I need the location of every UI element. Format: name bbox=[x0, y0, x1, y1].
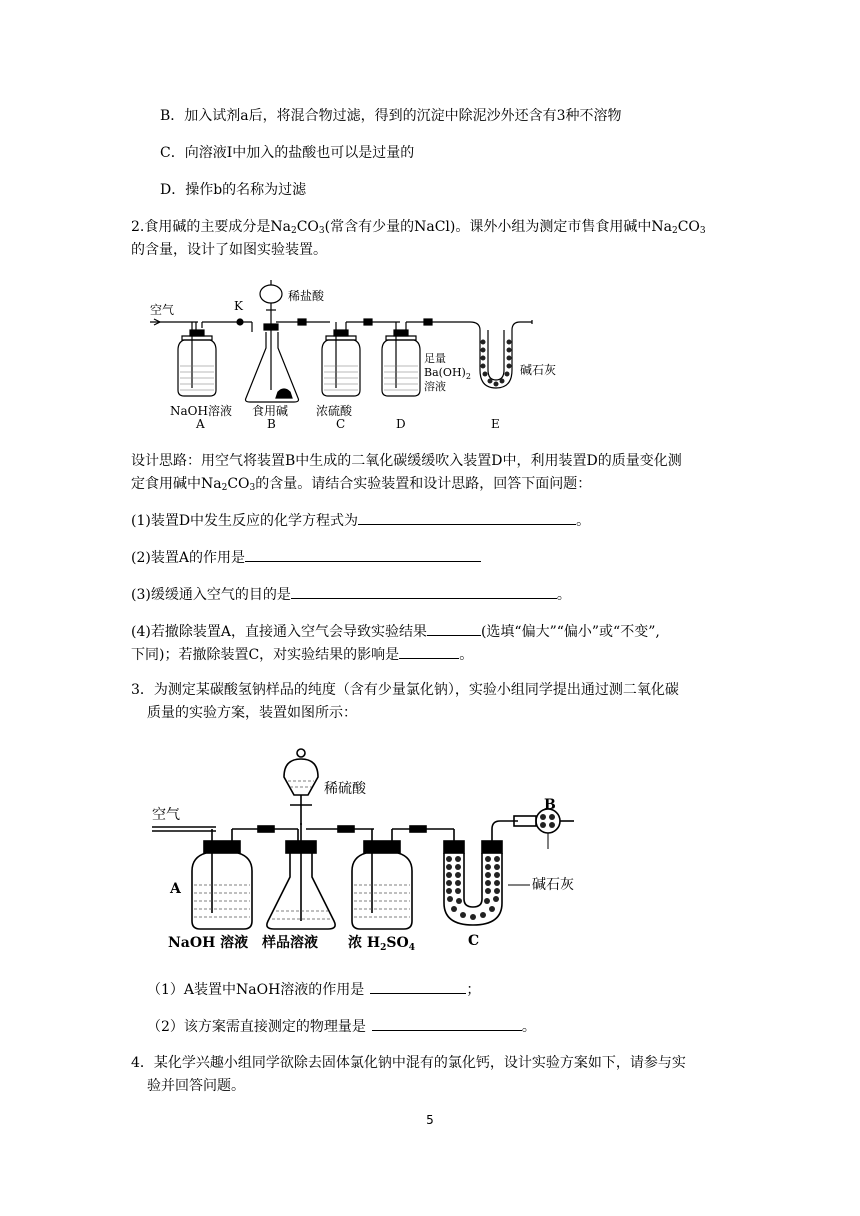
apparatus-figure-1 bbox=[140, 270, 560, 430]
fig1-acid-label: 稀盐酸 bbox=[288, 289, 325, 303]
fig1-label-a: NaOH溶液 bbox=[170, 404, 232, 418]
answer-blank-7[interactable] bbox=[372, 1016, 522, 1031]
fig1-d-note3: 溶液 bbox=[424, 380, 446, 393]
q2-intro-line2: 的含量，设计了如图实验装置。 bbox=[131, 242, 327, 258]
option-d: D．操作b的名称为过滤 bbox=[160, 182, 307, 198]
fig1-letter-e: E bbox=[491, 417, 500, 430]
fig2-letter-b: B bbox=[544, 797, 556, 813]
q2-sub4: (4)若撤除装置A，直接通入空气会导致实验结果 (选填“偏大”“偏小”或“不变”, bbox=[131, 621, 660, 642]
fig1-letter-a: A bbox=[196, 417, 205, 430]
q2-sub1: (1)装置D中发生反应的化学方程式为 。 bbox=[131, 510, 590, 531]
answer-blank-1[interactable] bbox=[358, 510, 576, 525]
fig1-letter-b: B bbox=[267, 417, 276, 430]
fig2-air-label: 空气 bbox=[152, 807, 180, 823]
option-c: C．向溶液Ⅰ中加入的盐酸也可以是过量的 bbox=[160, 145, 415, 161]
fig2-acid-label: 稀硫酸 bbox=[324, 781, 366, 797]
q2-intro: 2.食用碱的主要成分是$Na_2CO_3$(常含有少量的NaCl)。课外小组为测定市售食用碱中$Na_2CO_3$ bbox=[131, 219, 706, 236]
fig1-k-label: K bbox=[234, 299, 243, 313]
q3-sub1: （1）A装置中NaOH溶液的作用是 ； bbox=[147, 979, 480, 1000]
fig1-label-c: 浓硫酸 bbox=[316, 404, 353, 418]
answer-blank-4[interactable] bbox=[427, 621, 481, 636]
fig1-air-label: 空气 bbox=[150, 303, 175, 317]
fig1-lime-label: 碱石灰 bbox=[520, 363, 557, 377]
q2-sub2: (2)装置A的作用是 bbox=[131, 547, 481, 568]
q4-line2: 验并回答问题。 bbox=[147, 1078, 245, 1094]
q2-sub4-line2: 下同)；若撤除装置C，对实验结果的影响是 。 bbox=[131, 644, 473, 665]
answer-blank-5[interactable] bbox=[399, 644, 459, 659]
fig2-letter-a: A bbox=[170, 881, 181, 897]
q4-line1: 4．某化学兴趣小组同学欲除去固体氯化钠中混有的氯化钙，设计实验方案如下，请参与实 bbox=[131, 1055, 686, 1071]
answer-blank-6[interactable] bbox=[370, 979, 466, 994]
fig2-label-c: 浓 $H_2SO_4$ bbox=[348, 935, 415, 953]
q2-design-line2: 定食用碱中$Na_2CO_3$的含量。请结合实验装置和设计思路，回答下面问题： bbox=[131, 476, 592, 493]
q2-sub3: (3)缓缓通入空气的目的是 。 bbox=[131, 584, 571, 605]
fig1-letter-d: D bbox=[396, 417, 406, 430]
fig1-d-note2: $Ba(OH)_2$ bbox=[424, 366, 471, 381]
q3-sub2: （2）该方案需直接测定的物理量是 。 bbox=[147, 1016, 536, 1037]
fig1-d-note1: 足量 bbox=[424, 352, 446, 365]
fig1-letter-c: C bbox=[336, 417, 346, 430]
fig2-label-b: 样品溶液 bbox=[262, 935, 318, 951]
option-b: B．加入试剂a后，将混合物过滤，得到的沉淀中除泥沙外还含有3种不溶物 bbox=[160, 108, 622, 124]
fig2-letter-c: C bbox=[468, 933, 480, 949]
fig2-lime-label: 碱石灰 bbox=[532, 877, 574, 893]
fig2-label-a: NaOH 溶液 bbox=[168, 935, 249, 951]
answer-blank-2[interactable] bbox=[245, 547, 481, 562]
answer-blank-3[interactable] bbox=[291, 584, 557, 599]
q2-design-line1: 设计思路：用空气将装置B中生成的二氧化碳缓缓吹入装置D中，利用装置D的质量变化测 bbox=[131, 453, 682, 469]
q3-line1: 3．为测定某碳酸氢钠样品的纯度（含有少量氯化钠），实验小组同学提出通过测二氧化碳 bbox=[131, 682, 679, 698]
fig1-label-b: 食用碱 bbox=[252, 404, 289, 418]
apparatus-figure-2 bbox=[148, 745, 598, 955]
q3-line2: 质量的实验方案，装置如图所示： bbox=[147, 705, 357, 721]
page-number: 5 bbox=[426, 1113, 434, 1127]
